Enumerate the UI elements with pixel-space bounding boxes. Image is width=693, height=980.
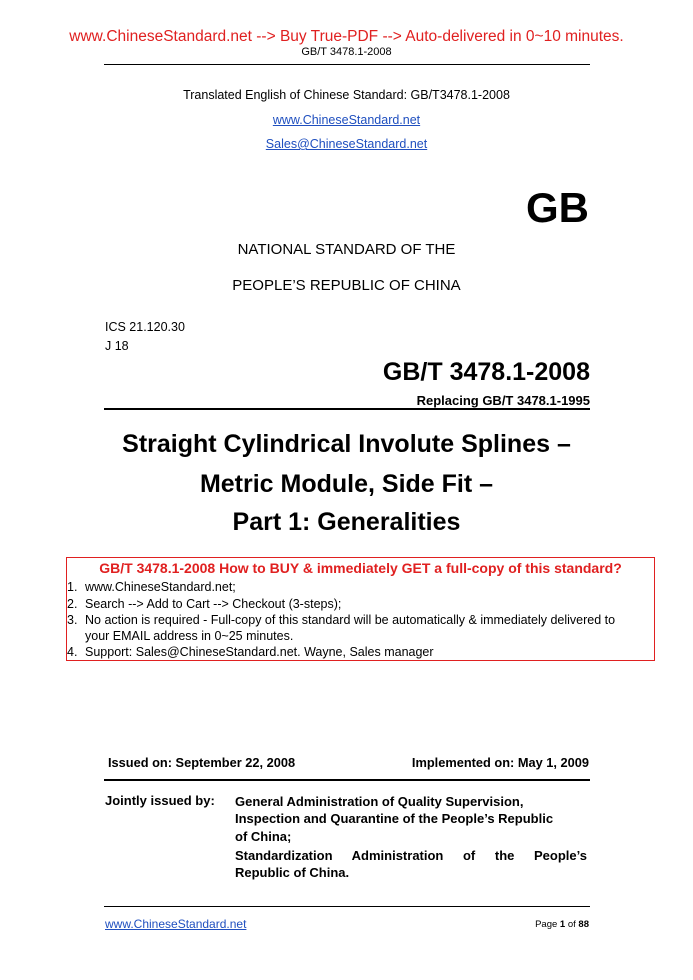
ics-code: ICS 21.120.30 (105, 320, 185, 334)
step-number: 2. (67, 597, 78, 611)
issuer-line5: Republic of China. (235, 865, 350, 880)
step-text: Support: Sales@ChineseStandard.net. Wayne, Sales manager (85, 645, 434, 659)
step-number: 1. (67, 580, 78, 594)
jointly-issued-label: Jointly issued by: (105, 793, 215, 808)
step-text: www.ChineseStandard.net; (85, 580, 236, 594)
page-total: 88 (578, 919, 589, 930)
page-number: 1 (559, 919, 566, 930)
purchase-step-4 (67, 645, 434, 659)
email-link-row (0, 135, 693, 153)
replacing-note: Replacing GB/T 3478.1-1995 (416, 393, 590, 408)
issuer-line4: Standardization Administration of the People’s (235, 848, 587, 863)
step-text: Search --> Add to Cart --> Checkout (3-steps); (85, 597, 342, 611)
issuer-line3: of China; (235, 829, 292, 844)
purchase-heading: GB/T 3478.1-2008 How to BUY & immediately GET a full-copy of this standard? (99, 560, 622, 576)
purchase-step-3 (67, 613, 615, 627)
website-link-row (0, 111, 693, 129)
standard-code: GB/T 3478.1-2008 (382, 358, 590, 386)
header-standard-code: GB/T 3478.1-2008 (301, 46, 392, 58)
title-line2: Metric Module, Side Fit – (199, 470, 494, 498)
purchase-step-2 (67, 597, 341, 611)
gb-mark: GB (526, 184, 589, 231)
issued-on-date: Issued on: September 22, 2008 (108, 755, 296, 770)
step-number: 4. (67, 645, 78, 659)
title-line3: Part 1: Generalities (232, 508, 461, 536)
promo-banner: www.ChineseStandard.net --> Buy True-PDF --> Auto-delivered in 0~10 minutes. (69, 28, 624, 45)
title-line1: Straight Cylindrical Involute Splines – (122, 430, 571, 458)
purchase-info-box (66, 557, 655, 661)
issuer-line2: Inspection and Quarantine of the People’s Republic (235, 811, 554, 826)
issuer-line1: General Administration of Quality Supervision, (235, 794, 524, 809)
step-text: No action is required - Full-copy of this standard will be automatically & immediately delivered to (85, 613, 616, 627)
page-of: of (565, 919, 579, 930)
purchase-step-3-continued: your EMAIL address in 0~25 minutes. (85, 629, 294, 643)
email-link[interactable]: Sales@ChineseStandard.net (265, 137, 428, 151)
step-number: 3. (67, 613, 78, 627)
page-prefix: Page (535, 919, 560, 930)
footer-website-link[interactable]: www.ChineseStandard.net (105, 917, 247, 931)
page-indicator (535, 919, 589, 930)
website-link[interactable]: www.ChineseStandard.net (272, 113, 421, 127)
footer-divider (104, 906, 590, 907)
national-standard-line2: PEOPLE’S REPUBLIC OF CHINA (232, 277, 461, 294)
purchase-step-1 (67, 580, 236, 594)
title-divider (104, 408, 590, 410)
header-divider (104, 64, 590, 65)
dates-divider (104, 779, 590, 781)
national-standard-line1: NATIONAL STANDARD OF THE (237, 241, 456, 258)
j-code: J 18 (105, 339, 129, 353)
translated-note: Translated English of Chinese Standard: GB/T3478.1-2008 (183, 88, 510, 102)
implemented-on-date: Implemented on: May 1, 2009 (411, 755, 589, 770)
